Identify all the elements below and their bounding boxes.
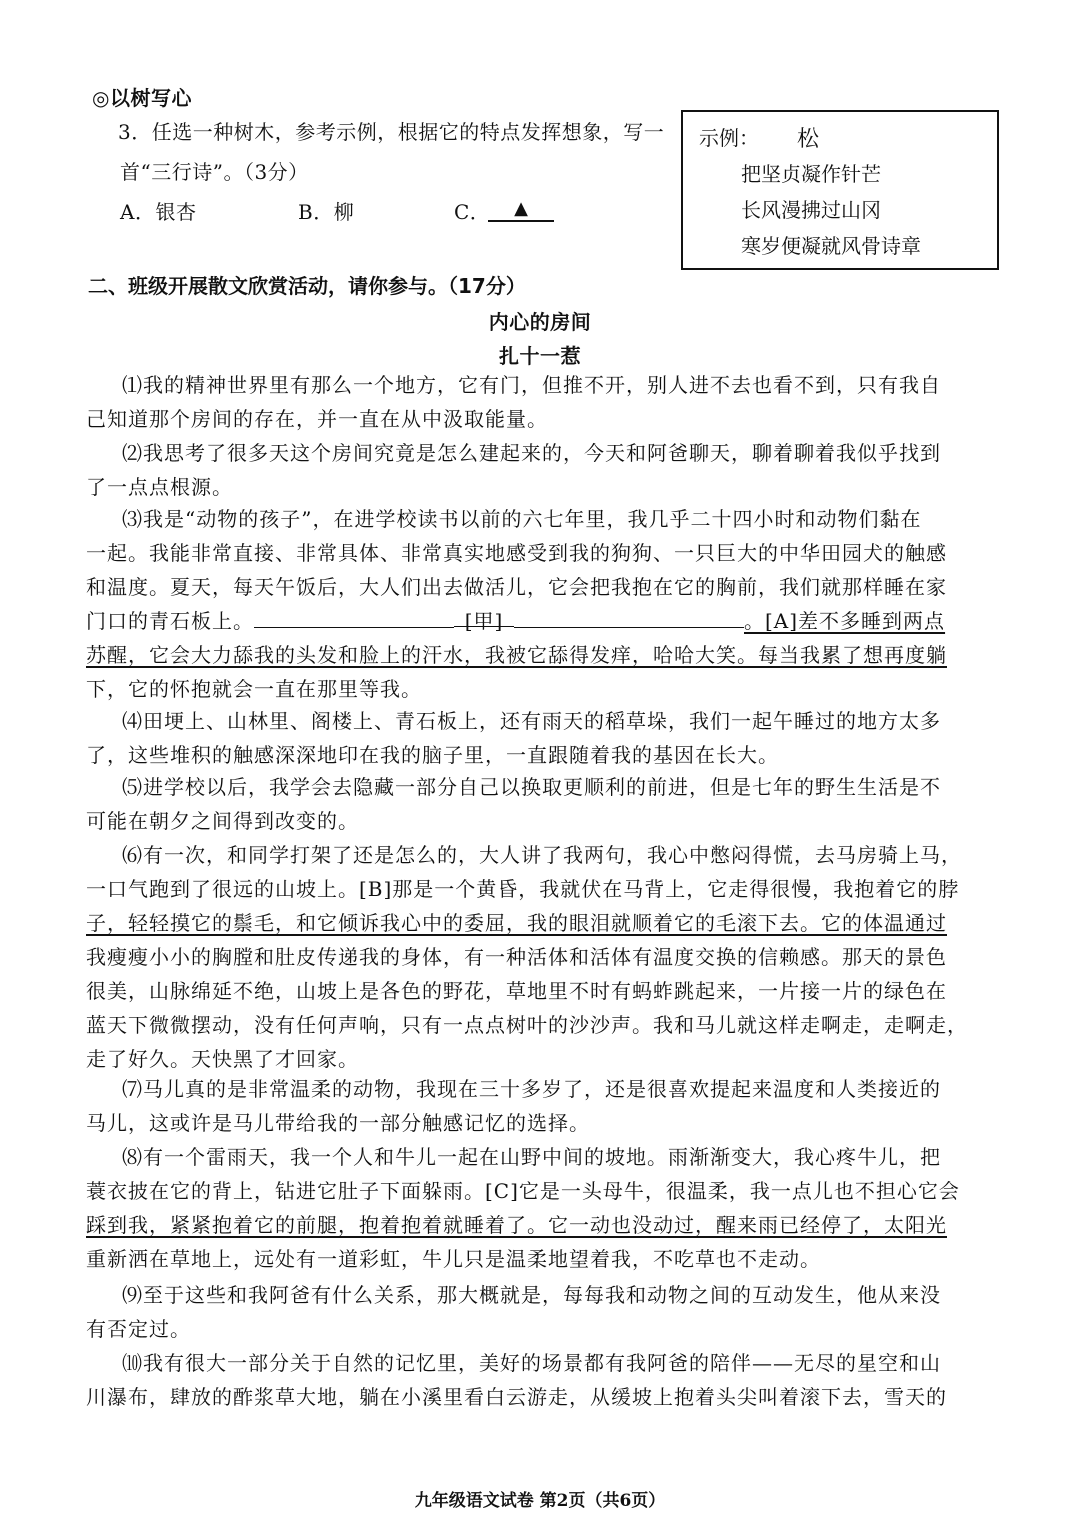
paragraph-line-with-blank [86,604,986,638]
example-line-2: 长风漫拂过山冈 [741,198,881,222]
paragraph-line: ⑷田埂上、山林里、阁楼上、青石板上，还有雨天的稻草垛，我们一起午睡过的地方太多 [122,709,941,733]
paragraph-line: ⑵我思考了很多天这个房间究竟是怎么建起来的，今天和阿爸聊天，聊着聊着我似乎找到 [122,441,941,465]
paragraph-line: 可能在朝夕之间得到改变的。 [86,809,359,833]
article-author: 扎十一惹 [499,344,581,368]
paragraph-9 [86,1278,986,1346]
triangle-icon: ▲ [514,198,528,219]
paragraph-line: ⑶我是“动物的孩子”，在进学校读书以前的六七年里，我几乎二十四小时和动物们黏在 [122,507,922,531]
option-a: A．银杏 [120,200,197,224]
paragraph-6 [86,838,986,1076]
paragraph-line: 己知道那个房间的存在，并一直在从中汲取能量。 [86,407,548,431]
example-tree: 松 [797,127,820,152]
paragraph-line-underlined: 苏醒，它会大力舔我的头发和脸上的汗水，我被它舔得发痒，哈哈大笑。每当我累了想再度躺 [86,643,947,667]
paragraph-line: ⑴我的精神世界里有那么一个地方，它有门，但推不开，别人进不去也看不到，只有我自 [122,373,941,397]
paragraph-10 [86,1346,986,1414]
annotation-a-start: 。[A]差不多睡到两点 [744,609,946,633]
example-line-1: 把坚贞凝作针芒 [741,162,881,186]
paragraph-line: 走了好久。天快黑了才回家。 [86,1047,359,1071]
paragraph-line: ⑺马儿真的是非常温柔的动物，我现在三十多岁了，还是很喜欢提起来温度和人类接近的 [122,1077,941,1101]
paragraph-line: ⑻有一个雷雨天，我一个人和牛儿一起在山野中间的坡地。雨渐渐变大，我心疼牛儿，把 [122,1145,941,1169]
paragraph-2 [86,436,986,504]
paragraph-line-underlined: 子，轻轻摸它的鬃毛，和它倾诉我心中的委屈，我的眼泪就顺着它的毛滚下去。它的体温通过 [86,911,947,935]
paragraph-line: 川瀑布，肆放的酢浆草大地，躺在小溪里看白云游走，从缓坡上抱着头尖叫着滚下去，雪天的 [86,1385,947,1409]
paragraph-3 [86,502,986,706]
article-title: 内心的房间 [488,310,592,334]
paragraph-line: ⑸进学校以后，我学会去隐藏一部分自己以换取更顺利的前进，但是七年的野生生活是不 [122,775,941,799]
option-b: B．柳 [298,200,355,224]
paragraph-7 [86,1072,986,1140]
paragraph-line: 一起。我能非常直接、非常具体、非常真实地感受到我的狗狗、一只巨大的中华田园犬的触感 [86,541,947,565]
paragraph-line: 重新洒在草地上，远处有一道彩虹，牛儿只是温柔地望着我，不吃草也不走动。 [86,1247,821,1271]
paragraph-4 [86,704,986,772]
paragraph-line: 我瘦瘦小小的胸膛和肚皮传递我的身体，有一种活体和活体有温度交换的信赖感。那天的景色 [86,945,947,969]
paragraph-line: 下，它的怀抱就会一直在那里等我。 [86,677,422,701]
paragraph-line: ⑽我有很大一部分关于自然的记忆里，美好的场景都有我阿爸的陪伴——无尽的星空和山 [122,1351,941,1375]
option-c: C． [454,200,491,224]
paragraph-line: 一口气跑到了很远的山坡上。[B]那是一个黄昏，我就伏在马背上，它走得很慢，我抱着它的脖 [86,877,960,901]
paragraph-8 [86,1140,986,1276]
paragraph-line-underlined: 踩到我，紧紧抱着它的前腿，抱着抱着就睡着了。它一动也没动过，醒来雨已经停了，太阳光 [86,1213,947,1237]
page-footer: 九年级语文试卷 第2页（共6页） [414,1491,666,1511]
blank-line-right [514,605,744,628]
example-line-3: 寒岁便凝就风骨诗章 [741,234,921,258]
paragraph-line: 马儿，这或许是马儿带给我的一部分触感记忆的选择。 [86,1111,590,1135]
example-box [681,110,999,270]
section-marker: ◎以树写心 [92,86,192,110]
paragraph-line: 有否定过。 [86,1317,191,1341]
paragraph-line: 很美，山脉绵延不绝，山坡上是各色的野花，草地里不时有蚂蚱跳起来，一片接一片的绿色在 [86,979,947,1003]
blank-label-jia: [甲] [454,604,514,627]
paragraph-line: 了，这些堆积的触感深深地印在我的脑子里，一直跟随着我的基因在长大。 [86,743,779,767]
paragraph-line: 了一点点根源。 [86,475,233,499]
section2-heading: 二、班级开展散文欣赏活动，请你参与。（17分） [88,274,526,298]
paragraph-1 [86,368,986,436]
question3-line1: 3．任选一种树木，参考示例，根据它的特点发挥想象，写一 [118,120,665,144]
blank-line-left [254,605,454,628]
paragraph-line: 和温度。夏天，每天午饭后，大人们出去做活儿，它会把我抱在它的胸前，我们就那样睡在家 [86,575,947,599]
question3-line2: 首“三行诗”。（3分） [120,160,309,184]
paragraph-5 [86,770,986,838]
paragraph-line: 蓑衣披在它的背上，钻进它肚子下面躲雨。[C]它是一头母牛，很温柔，我一点儿也不担心它会 [86,1179,960,1203]
paragraph-line: ⑼至于这些和我阿爸有什么关系，那大概就是，每每我和动物之间的互动发生，他从来没 [122,1283,941,1307]
paragraph-line-start: 门口的青石板上。 [86,609,254,633]
paragraph-line: 蓝天下微微摆动，没有任何声响，只有一点点树叶的沙沙声。我和马儿就这样走啊走，走啊走， [86,1013,968,1037]
paragraph-line: ⑹有一次，和同学打架了还是怎么的，大人讲了我两句，我心中憋闷得慌，去马房骑上马， [122,843,962,867]
option-c-blank [488,198,554,222]
example-label: 示例： [699,126,759,150]
